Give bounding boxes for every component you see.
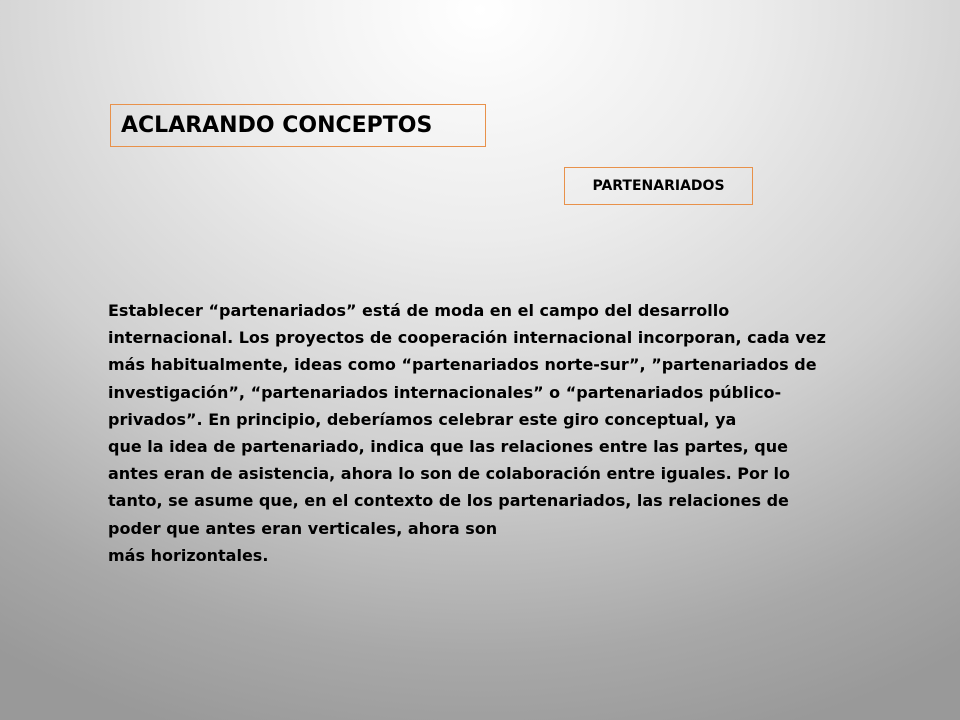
- body-line: más horizontales.: [108, 545, 269, 565]
- body-line: internacional. Los proyectos de cooperación internacional incorporan, cada vez: [108, 328, 826, 348]
- body-line: que la idea de partenariado, indica que las relaciones entre las partes, que: [108, 437, 788, 457]
- body-line: privados”. En principio, deberíamos celebrar este giro conceptual, ya: [108, 409, 737, 429]
- body-line: antes eran de asistencia, ahora lo son de colaboración entre iguales. Por lo: [108, 464, 790, 484]
- body-line: poder que antes eran verticales, ahora son: [108, 518, 498, 538]
- body-line: investigación”, “partenariados internacionales” o “partenariados público-: [108, 382, 782, 402]
- subtitle-box: [564, 167, 753, 205]
- slide-title: ACLARANDO CONCEPTOS: [121, 113, 433, 138]
- slide-subtitle: PARTENARIADOS: [592, 178, 725, 194]
- body-line: tanto, se asume que, en el contexto de los partenariados, las relaciones de: [108, 491, 789, 511]
- body-line: más habitualmente, ideas como “partenariados norte-sur”, ”partenariados de: [108, 355, 817, 375]
- body-line: Establecer “partenariados” está de moda en el campo del desarrollo: [108, 301, 730, 320]
- body-paragraph: [108, 297, 898, 569]
- title-box: [110, 104, 486, 147]
